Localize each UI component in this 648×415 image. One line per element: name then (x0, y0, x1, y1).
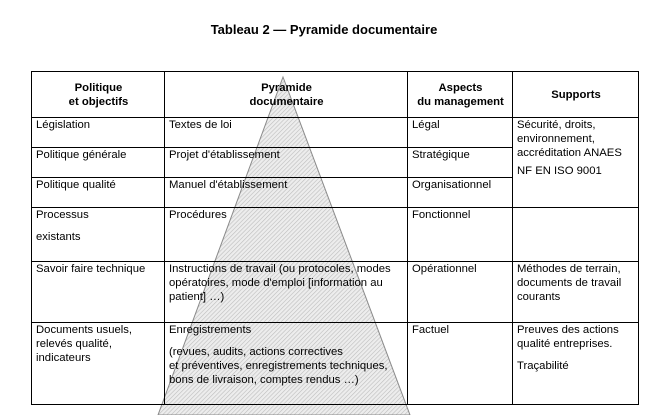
cell-politique: Politique générale (32, 148, 165, 178)
cell-politique: Documents usuels, relevés qualité, indicateurs (32, 323, 165, 405)
header-row (32, 72, 639, 118)
cell-pyramide: Procédures (165, 208, 408, 262)
header-aspects: Aspects du management (408, 72, 513, 118)
documentary-pyramid-table (31, 71, 639, 405)
cell-pyramide (165, 323, 408, 405)
cell-politique-line1: Processus (36, 209, 89, 221)
cell-pyramide: Manuel d'établissement (165, 178, 408, 208)
table-title: Tableau 2 — Pyramide documentaire (210, 22, 438, 37)
table-row (32, 118, 639, 148)
table-row (32, 208, 639, 262)
cell-support-line2: Traçabilité (517, 360, 569, 372)
cell-pyramide: Textes de loi (165, 118, 408, 148)
cell-politique: Politique qualité (32, 178, 165, 208)
cell-support-merged (513, 118, 639, 208)
table-row (32, 323, 639, 405)
cell-aspect: Opérationnel (408, 262, 513, 323)
cell-support-line1: Preuves des actions qualité entreprises. (517, 324, 619, 350)
header-pyramide: Pyramide documentaire (165, 72, 408, 118)
header-politique: Politique et objectifs (32, 72, 165, 118)
cell-support: Méthodes de terrain, documents de travail courants (513, 262, 639, 323)
cell-support (513, 208, 639, 262)
cell-aspect: Factuel (408, 323, 513, 405)
cell-aspect: Légal (408, 118, 513, 148)
cell-pyramide-line2: (revues, audits, actions correctives et préventives, enregistrements techniques, bons de livraison, comptes rendus …) (169, 346, 388, 386)
cell-politique: Législation (32, 118, 165, 148)
cell-politique: Savoir faire technique (32, 262, 165, 323)
cell-pyramide: Projet d'établissement (165, 148, 408, 178)
cell-support (513, 323, 639, 405)
cell-politique (32, 208, 165, 262)
cell-pyramide-line1: Enregistrements (169, 324, 252, 336)
cell-aspect: Stratégique (408, 148, 513, 178)
support-text: Sécurité, droits, environnement, accréditation ANAES (517, 119, 622, 159)
support-text-2: NF EN ISO 9001 (517, 165, 602, 177)
header-supports: Supports (513, 72, 639, 118)
cell-pyramide: Instructions de travail (ou protocoles, modes opératoires, mode d'emploi [information au patient] …) (165, 262, 408, 323)
cell-politique-line2: existants (36, 231, 81, 243)
cell-aspect: Organisationnel (408, 178, 513, 208)
cell-aspect: Fonctionnel (408, 208, 513, 262)
table-row (32, 262, 639, 323)
